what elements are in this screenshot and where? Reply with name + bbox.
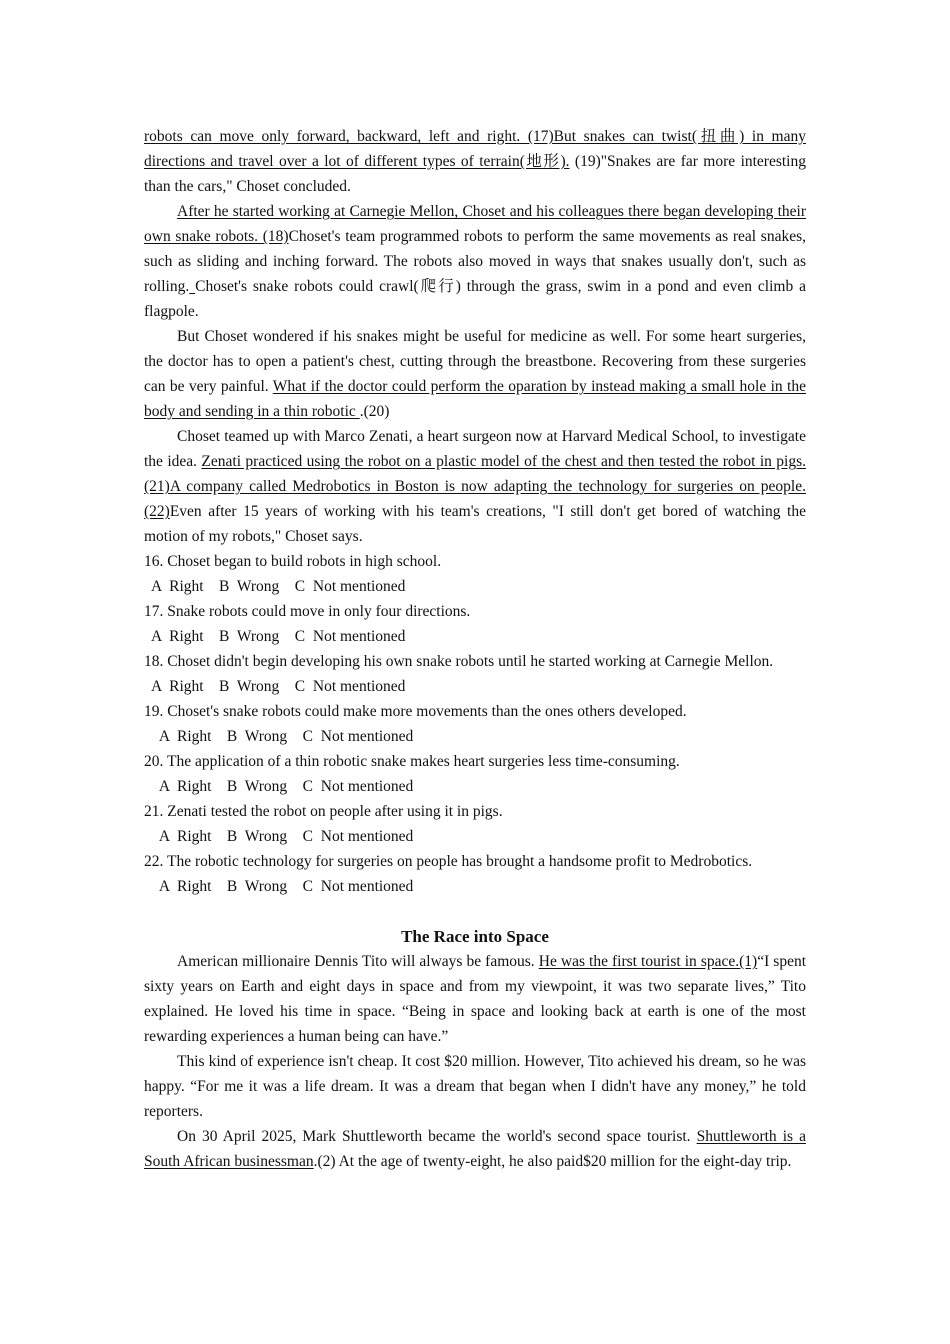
- passage2-paragraph-1: [144, 949, 806, 1049]
- question-16-options: A Right B Wrong C Not mentioned: [148, 578, 406, 595]
- question-16: 16. Choset began to build robots in high school.: [144, 553, 442, 570]
- passage1-paragraph-3: [144, 324, 806, 424]
- question-19-options: A Right B Wrong C Not mentioned: [152, 728, 414, 745]
- paragraph-text: This kind of experience isn't cheap. It cost $20 million. However, Tito achieved his dream, so he was happy. “For me it was a life dream. It was a dream that began when I didn't have any money,” he told reporters.: [144, 1053, 806, 1120]
- passage2-paragraph-2: [144, 1049, 806, 1124]
- paragraph-text: But Choset wondered if his snakes might be useful for medicine as well. For some heart surgeries, the doctor has to open a patient's chest, cutting through the breastbone. Recovering from these surgeries can be very painful.: [144, 328, 806, 395]
- question-17: 17. Snake robots could move in only four directions.: [144, 603, 471, 620]
- question-17-options: A Right B Wrong C Not mentioned: [148, 628, 406, 645]
- underlined-text: He was the first tourist in space.(1): [538, 953, 758, 970]
- paragraph-text: Choset's snake robots could crawl(爬行) through the grass, swim in a pond and even climb a flagpole.: [144, 278, 806, 320]
- paragraph-text: “I spent sixty years on Earth and eight days in space and from my viewpoint, it was two separate lives,” Tito explained. He loved his time in space. “Being in space and looking back at earth is one of the most rewarding experiences a human being can have.”: [144, 953, 806, 1045]
- passage2-title: The Race into Space: [401, 927, 549, 946]
- question-22-options: A Right B Wrong C Not mentioned: [152, 878, 414, 895]
- paragraph-text: American millionaire Dennis Tito will always be famous.: [177, 953, 539, 970]
- paragraph-text: .(2) At the age of twenty-eight, he also paid$20 million for the eight-day trip.: [313, 1153, 792, 1170]
- paragraph-text: .(20): [359, 403, 390, 420]
- question-21-options: A Right B Wrong C Not mentioned: [152, 828, 414, 845]
- question-18-options: A Right B Wrong C Not mentioned: [148, 678, 406, 695]
- question-19: 19. Choset's snake robots could make more movements than the ones others developed.: [144, 703, 687, 720]
- paragraph-text: Even after 15 years of working with his team's creations, "I still don't get bored of watching the motion of my robots," Choset says.: [144, 503, 806, 545]
- underlined-text: Shuttleworth is a South African businessman: [144, 1128, 806, 1170]
- paragraph-text: Choset's team programmed robots to perform the same movements as real snakes, such as sliding and inching forward. The robots also moved in ways that snakes usually don't, such as rolling.: [144, 228, 806, 295]
- question-21: 21. Zenati tested the robot on people after using it in pigs.: [144, 803, 503, 820]
- document-body: [144, 124, 806, 1174]
- underlined-text: After he started working at Carnegie Mellon, Choset and his colleagues there began developing their own snake robots. (18): [144, 203, 806, 245]
- underlined-text: What if the doctor could perform the oparation by instead making a small hole in the body and sending in a thin robotic: [144, 378, 806, 420]
- paragraph-text: Choset teamed up with Marco Zenati, a heart surgeon now at Harvard Medical School, to investigate the idea.: [144, 428, 806, 470]
- underlined-text: Zenati practiced using the robot on a plastic model of the chest and then tested the robot in pigs.(21)A company called Medrobotics in Boston is now adapting the technology for surgeries on people.(22): [144, 453, 806, 520]
- paragraph-text: On 30 April 2025, Mark Shuttleworth became the world's second space tourist.: [177, 1128, 697, 1145]
- paragraph-text: (19)"Snakes are far more interesting than the cars," Choset concluded.: [144, 153, 806, 195]
- question-20-options: A Right B Wrong C Not mentioned: [152, 778, 414, 795]
- passage1-paragraph-4: [144, 424, 806, 549]
- underlined-text: robots can move only forward, backward, left and right. (17)But snakes can twist(扭曲) in many directions and travel over a lot of different types of terrain(地形).: [144, 128, 806, 170]
- question-22: 22. The robotic technology for surgeries on people has brought a handsome profit to Medrobotics.: [144, 853, 753, 870]
- passage1-paragraph-2: [144, 199, 806, 324]
- question-20: 20. The application of a thin robotic snake makes heart surgeries less time-consuming.: [144, 753, 680, 770]
- question-18: 18. Choset didn't begin developing his own snake robots until he started working at Carnegie Mellon.: [144, 653, 774, 670]
- passage1-paragraph-1: [144, 124, 806, 199]
- passage2-paragraph-3: [144, 1124, 806, 1174]
